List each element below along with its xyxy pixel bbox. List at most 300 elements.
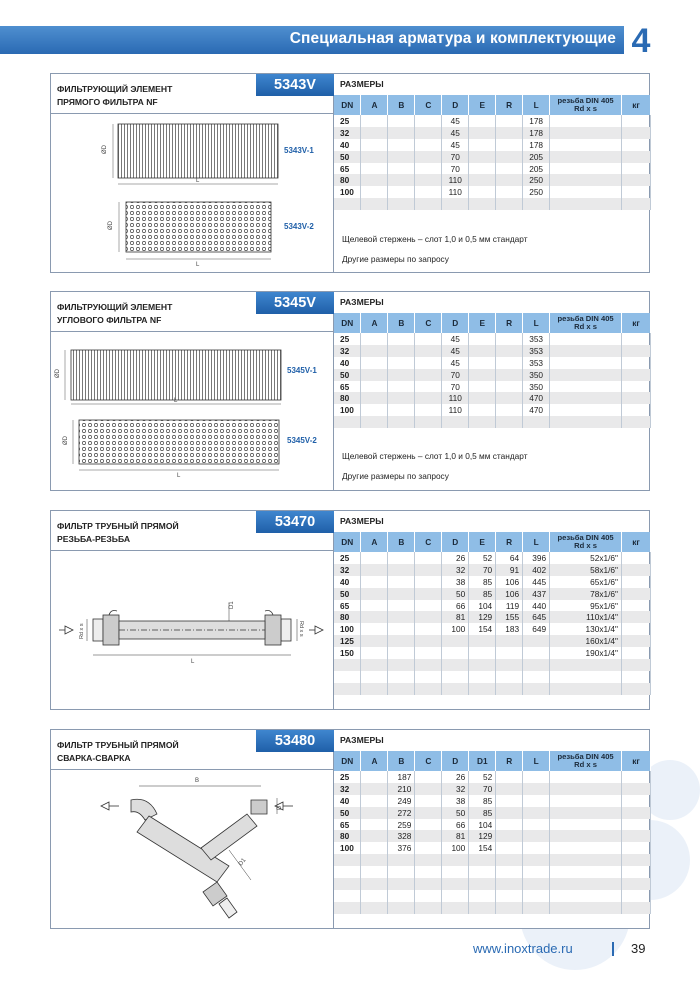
table-cell: [496, 635, 523, 647]
table-cell: [496, 830, 523, 842]
table-row: [334, 854, 651, 866]
table-cell: [496, 659, 523, 671]
table-cell: [361, 186, 388, 198]
table-cell: [415, 163, 442, 175]
table-cell: [550, 369, 622, 381]
table-cell: 205: [523, 151, 550, 163]
table-row: [334, 198, 651, 210]
table-cell: 80: [334, 174, 361, 186]
table-cell: [550, 902, 622, 914]
table-cell: 100: [442, 842, 469, 854]
table-cell: 110: [442, 186, 469, 198]
table-cell: 328: [388, 830, 415, 842]
table-row: [334, 151, 651, 163]
table-row: [334, 842, 651, 854]
table-cell: [550, 198, 622, 210]
table-cell: 32: [334, 345, 361, 357]
column-header: A: [361, 313, 388, 333]
table-cell: [496, 139, 523, 151]
table-cell: [496, 163, 523, 175]
table-cell: [415, 854, 442, 866]
table-cell: [469, 139, 496, 151]
table-cell: [496, 333, 523, 345]
section-title: ФИЛЬТРУЮЩИЙ ЭЛЕМЕНТ ПРЯМОГО ФИЛЬТРА NF: [57, 84, 173, 107]
table-cell: [388, 866, 415, 878]
table-cell: [496, 854, 523, 866]
dim-label: L: [174, 398, 178, 404]
table-cell: [388, 878, 415, 890]
dimensions-label: РАЗМЕРЫ: [340, 735, 384, 745]
table-cell: [523, 416, 550, 428]
table-header: [334, 532, 651, 552]
table-cell: [388, 357, 415, 369]
table-row: [334, 647, 651, 659]
table-row: [334, 576, 651, 588]
table-cell: [496, 357, 523, 369]
column-header: R: [496, 313, 523, 333]
table-cell: 85: [469, 795, 496, 807]
table-cell: [415, 564, 442, 576]
table-cell: 80: [334, 392, 361, 404]
table-cell: [496, 127, 523, 139]
table-cell: [442, 416, 469, 428]
table-cell: [388, 186, 415, 198]
table-cell: [496, 198, 523, 210]
table-cell: 100: [334, 186, 361, 198]
table-cell: [550, 357, 622, 369]
section-53480: [50, 729, 650, 929]
column-header: A: [361, 95, 388, 115]
table-cell: 100: [442, 623, 469, 635]
table-cell: [442, 902, 469, 914]
table-cell: 70: [469, 564, 496, 576]
table-cell: 80: [334, 611, 361, 623]
table-cell: [388, 854, 415, 866]
table-cell: [550, 139, 622, 151]
table-cell: 259: [388, 819, 415, 831]
column-header: резьба DIN 405 Rd x s: [550, 532, 622, 552]
table-cell: [523, 198, 550, 210]
column-header: B: [388, 532, 415, 552]
column-header: D: [442, 751, 469, 771]
table-cell: [388, 588, 415, 600]
table-cell: [523, 878, 550, 890]
table-cell: [361, 819, 388, 831]
table-cell: [415, 404, 442, 416]
dim-label: L: [191, 659, 195, 665]
table-cell: [621, 819, 650, 831]
table-cell: [334, 659, 361, 671]
table-cell: [361, 902, 388, 914]
table-cell: [523, 842, 550, 854]
table-cell: [361, 878, 388, 890]
table-cell: [621, 659, 650, 671]
table-cell: 32: [334, 564, 361, 576]
table-cell: [334, 854, 361, 866]
table-cell: [469, 416, 496, 428]
column-header: R: [496, 751, 523, 771]
table-cell: 376: [388, 842, 415, 854]
table-cell: [388, 345, 415, 357]
table-cell: 70: [442, 381, 469, 393]
column-header: E: [469, 95, 496, 115]
table-cell: [361, 671, 388, 683]
chapter-number: 4: [631, 22, 651, 60]
table-cell: 249: [388, 795, 415, 807]
note: Щелевой стержень – слот 1,0 и 0,5 мм стандарт: [342, 451, 528, 461]
table-cell: [496, 369, 523, 381]
table-cell: [523, 807, 550, 819]
table-cell: [469, 902, 496, 914]
table-cell: [415, 771, 442, 783]
table-cell: [621, 783, 650, 795]
section-5343v: [50, 73, 650, 273]
table-cell: [621, 795, 650, 807]
site-url[interactable]: www.inoxtrade.ru: [473, 941, 573, 956]
table-cell: 58x1/6": [550, 564, 622, 576]
table-cell: [496, 186, 523, 198]
table-cell: [388, 635, 415, 647]
column-header: DN: [334, 313, 361, 333]
table-cell: [388, 163, 415, 175]
table-cell: 130x1/4": [550, 623, 622, 635]
table-cell: [469, 635, 496, 647]
table-cell: 65: [334, 163, 361, 175]
table-cell: 52: [469, 552, 496, 564]
table-cell: [361, 552, 388, 564]
table-cell: 160x1/4": [550, 635, 622, 647]
table-cell: [361, 404, 388, 416]
table-header: [334, 95, 651, 115]
table-cell: [415, 783, 442, 795]
table-cell: [388, 115, 415, 127]
table-cell: 353: [523, 333, 550, 345]
product-code: 5343V: [256, 74, 334, 96]
table-cell: [388, 611, 415, 623]
table-cell: [621, 163, 650, 175]
table-cell: [388, 564, 415, 576]
drawing-53470-svg: [51, 551, 334, 709]
table-cell: [523, 854, 550, 866]
column-header: B: [388, 95, 415, 115]
column-header: L: [523, 751, 550, 771]
table-row: [334, 416, 651, 428]
section-title: ФИЛЬТРУЮЩИЙ ЭЛЕМЕНТ УГЛОВОГО ФИЛЬТРА NF: [57, 302, 173, 325]
table-cell: [388, 902, 415, 914]
table-cell: [496, 807, 523, 819]
table-row: [334, 890, 651, 902]
page-title: Специальная арматура и комплектующие: [289, 30, 616, 47]
table-cell: [361, 198, 388, 210]
column-header: кг: [621, 313, 650, 333]
table-cell: [621, 830, 650, 842]
table-cell: [442, 878, 469, 890]
table-cell: [415, 623, 442, 635]
table-cell: 190x1/4": [550, 647, 622, 659]
table-cell: 396: [523, 552, 550, 564]
page-number: 39: [631, 941, 646, 956]
table-cell: [415, 611, 442, 623]
note: Щелевой стержень – слот 1,0 и 0,5 мм стандарт: [342, 234, 528, 244]
table-cell: [550, 163, 622, 175]
dim-label: ØD: [55, 369, 61, 378]
table-cell: 187: [388, 771, 415, 783]
dimensions-table: [334, 313, 651, 428]
table-cell: [469, 127, 496, 139]
table-cell: [415, 127, 442, 139]
table-cell: [621, 647, 650, 659]
table-cell: [388, 381, 415, 393]
table-cell: [621, 139, 650, 151]
table-cell: [496, 771, 523, 783]
table-cell: [388, 151, 415, 163]
table-cell: [415, 392, 442, 404]
table-cell: [442, 198, 469, 210]
table-cell: [361, 369, 388, 381]
table-cell: [415, 795, 442, 807]
table-row: [334, 783, 651, 795]
table-cell: [361, 392, 388, 404]
table-cell: 155: [496, 611, 523, 623]
table-cell: [496, 647, 523, 659]
dimensions-label: РАЗМЕРЫ: [340, 516, 384, 526]
table-cell: [550, 783, 622, 795]
table-cell: [496, 842, 523, 854]
table-row: [334, 878, 651, 890]
table-cell: 210: [388, 783, 415, 795]
table-cell: 40: [334, 795, 361, 807]
table-cell: [415, 174, 442, 186]
table-cell: [388, 552, 415, 564]
table-cell: [621, 127, 650, 139]
table-cell: [550, 830, 622, 842]
table-cell: [523, 890, 550, 902]
table-cell: [621, 683, 650, 695]
table-cell: [415, 576, 442, 588]
table-cell: 25: [334, 333, 361, 345]
header-bar: [0, 26, 624, 54]
table-cell: [469, 854, 496, 866]
table-cell: 154: [469, 623, 496, 635]
table-cell: [361, 600, 388, 612]
table-cell: 91: [496, 564, 523, 576]
table-cell: 645: [523, 611, 550, 623]
table-cell: 183: [496, 623, 523, 635]
table-cell: 649: [523, 623, 550, 635]
table-cell: [550, 381, 622, 393]
table-cell: [388, 576, 415, 588]
table-cell: [415, 369, 442, 381]
table-row: [334, 671, 651, 683]
table-cell: [469, 198, 496, 210]
table-cell: [442, 890, 469, 902]
table-cell: [469, 392, 496, 404]
table-cell: 85: [469, 807, 496, 819]
table-cell: 470: [523, 404, 550, 416]
table-cell: 65x1/6": [550, 576, 622, 588]
table-cell: [621, 842, 650, 854]
column-header: L: [523, 95, 550, 115]
table-cell: [550, 659, 622, 671]
table-cell: 129: [469, 611, 496, 623]
table-cell: [442, 854, 469, 866]
table-cell: [415, 333, 442, 345]
table-cell: [523, 683, 550, 695]
table-cell: [361, 564, 388, 576]
table-cell: 78x1/6": [550, 588, 622, 600]
table-row: [334, 186, 651, 198]
table-cell: 32: [442, 783, 469, 795]
table-cell: [496, 783, 523, 795]
column-header: E: [469, 532, 496, 552]
table-cell: [388, 139, 415, 151]
table-cell: 437: [523, 588, 550, 600]
table-cell: [469, 345, 496, 357]
table-cell: [550, 890, 622, 902]
column-header: D: [442, 313, 469, 333]
table-cell: 178: [523, 127, 550, 139]
table-cell: [415, 659, 442, 671]
table-cell: [415, 139, 442, 151]
table-cell: [550, 807, 622, 819]
table-row: [334, 830, 651, 842]
table-cell: [550, 127, 622, 139]
table-cell: [415, 198, 442, 210]
product-code: 53470: [256, 511, 334, 533]
table-cell: [469, 163, 496, 175]
table-row: [334, 127, 651, 139]
table-cell: 129: [469, 830, 496, 842]
dimensions-label: РАЗМЕРЫ: [340, 79, 384, 89]
table-cell: [415, 647, 442, 659]
footer-separator: [612, 942, 614, 956]
table-cell: 80: [334, 830, 361, 842]
table-cell: [334, 902, 361, 914]
table-cell: [361, 333, 388, 345]
column-header: резьба DIN 405 Rd x s: [550, 95, 622, 115]
table-cell: 125: [334, 635, 361, 647]
table-cell: [469, 659, 496, 671]
column-header: кг: [621, 751, 650, 771]
table-cell: 50: [334, 588, 361, 600]
table-cell: [550, 416, 622, 428]
table-cell: [550, 683, 622, 695]
table-cell: [621, 854, 650, 866]
section-53470: [50, 510, 650, 710]
table-cell: 106: [496, 576, 523, 588]
table-cell: [388, 683, 415, 695]
table-row: [334, 139, 651, 151]
table-cell: [621, 771, 650, 783]
table-cell: [550, 819, 622, 831]
dim-label: B: [195, 778, 200, 784]
product-code: 5345V: [256, 292, 334, 314]
table-cell: [523, 647, 550, 659]
table-cell: [469, 333, 496, 345]
table-cell: 150: [334, 647, 361, 659]
table-cell: [361, 139, 388, 151]
column-header: D: [442, 95, 469, 115]
table-row: [334, 771, 651, 783]
table-cell: 178: [523, 115, 550, 127]
table-cell: [496, 416, 523, 428]
table-cell: [361, 416, 388, 428]
table-cell: [388, 416, 415, 428]
dim-label: ØD: [108, 221, 114, 230]
column-header: L: [523, 532, 550, 552]
drawing-5345v-svg: [51, 332, 334, 490]
table-cell: [523, 671, 550, 683]
table-cell: 104: [469, 819, 496, 831]
table-cell: [469, 878, 496, 890]
column-header: DN: [334, 532, 361, 552]
table-cell: [621, 381, 650, 393]
table-header: [334, 751, 651, 771]
table-cell: 40: [334, 357, 361, 369]
table-cell: [361, 771, 388, 783]
figure-label: 5343V-2: [284, 222, 314, 231]
table-cell: 95x1/6": [550, 600, 622, 612]
table-cell: 65: [334, 381, 361, 393]
drawing-53470: [51, 551, 334, 709]
table-cell: 85: [469, 588, 496, 600]
table-row: [334, 115, 651, 127]
table-cell: [523, 819, 550, 831]
table-row: [334, 635, 651, 647]
drawing-5345v: [51, 332, 334, 490]
table-cell: 45: [442, 127, 469, 139]
table-cell: 110x1/4": [550, 611, 622, 623]
table-cell: 402: [523, 564, 550, 576]
table-cell: [442, 671, 469, 683]
table-cell: [523, 795, 550, 807]
table-cell: [496, 866, 523, 878]
table-cell: [361, 611, 388, 623]
table-cell: [550, 404, 622, 416]
table-cell: 50: [442, 807, 469, 819]
table-cell: [415, 890, 442, 902]
table-cell: 250: [523, 186, 550, 198]
table-cell: 50: [334, 369, 361, 381]
table-cell: [415, 552, 442, 564]
table-cell: 65: [334, 819, 361, 831]
table-cell: [361, 345, 388, 357]
table-cell: 70: [442, 369, 469, 381]
table-row: [334, 683, 651, 695]
table-cell: 178: [523, 139, 550, 151]
table-cell: [388, 671, 415, 683]
table-row: [334, 902, 651, 914]
table-cell: 32: [334, 127, 361, 139]
table-cell: [469, 151, 496, 163]
table-cell: [621, 902, 650, 914]
table-cell: [550, 151, 622, 163]
table-cell: [388, 600, 415, 612]
table-cell: [550, 186, 622, 198]
table-cell: [469, 671, 496, 683]
table-cell: [415, 115, 442, 127]
table-cell: [361, 115, 388, 127]
dim-label: L: [196, 262, 200, 268]
table-cell: 106: [496, 588, 523, 600]
table-cell: [361, 576, 388, 588]
table-cell: 100: [334, 404, 361, 416]
column-header: A: [361, 532, 388, 552]
table-cell: [550, 174, 622, 186]
drawing-5343v-svg: [51, 114, 334, 272]
table-cell: [550, 795, 622, 807]
table-cell: [361, 623, 388, 635]
